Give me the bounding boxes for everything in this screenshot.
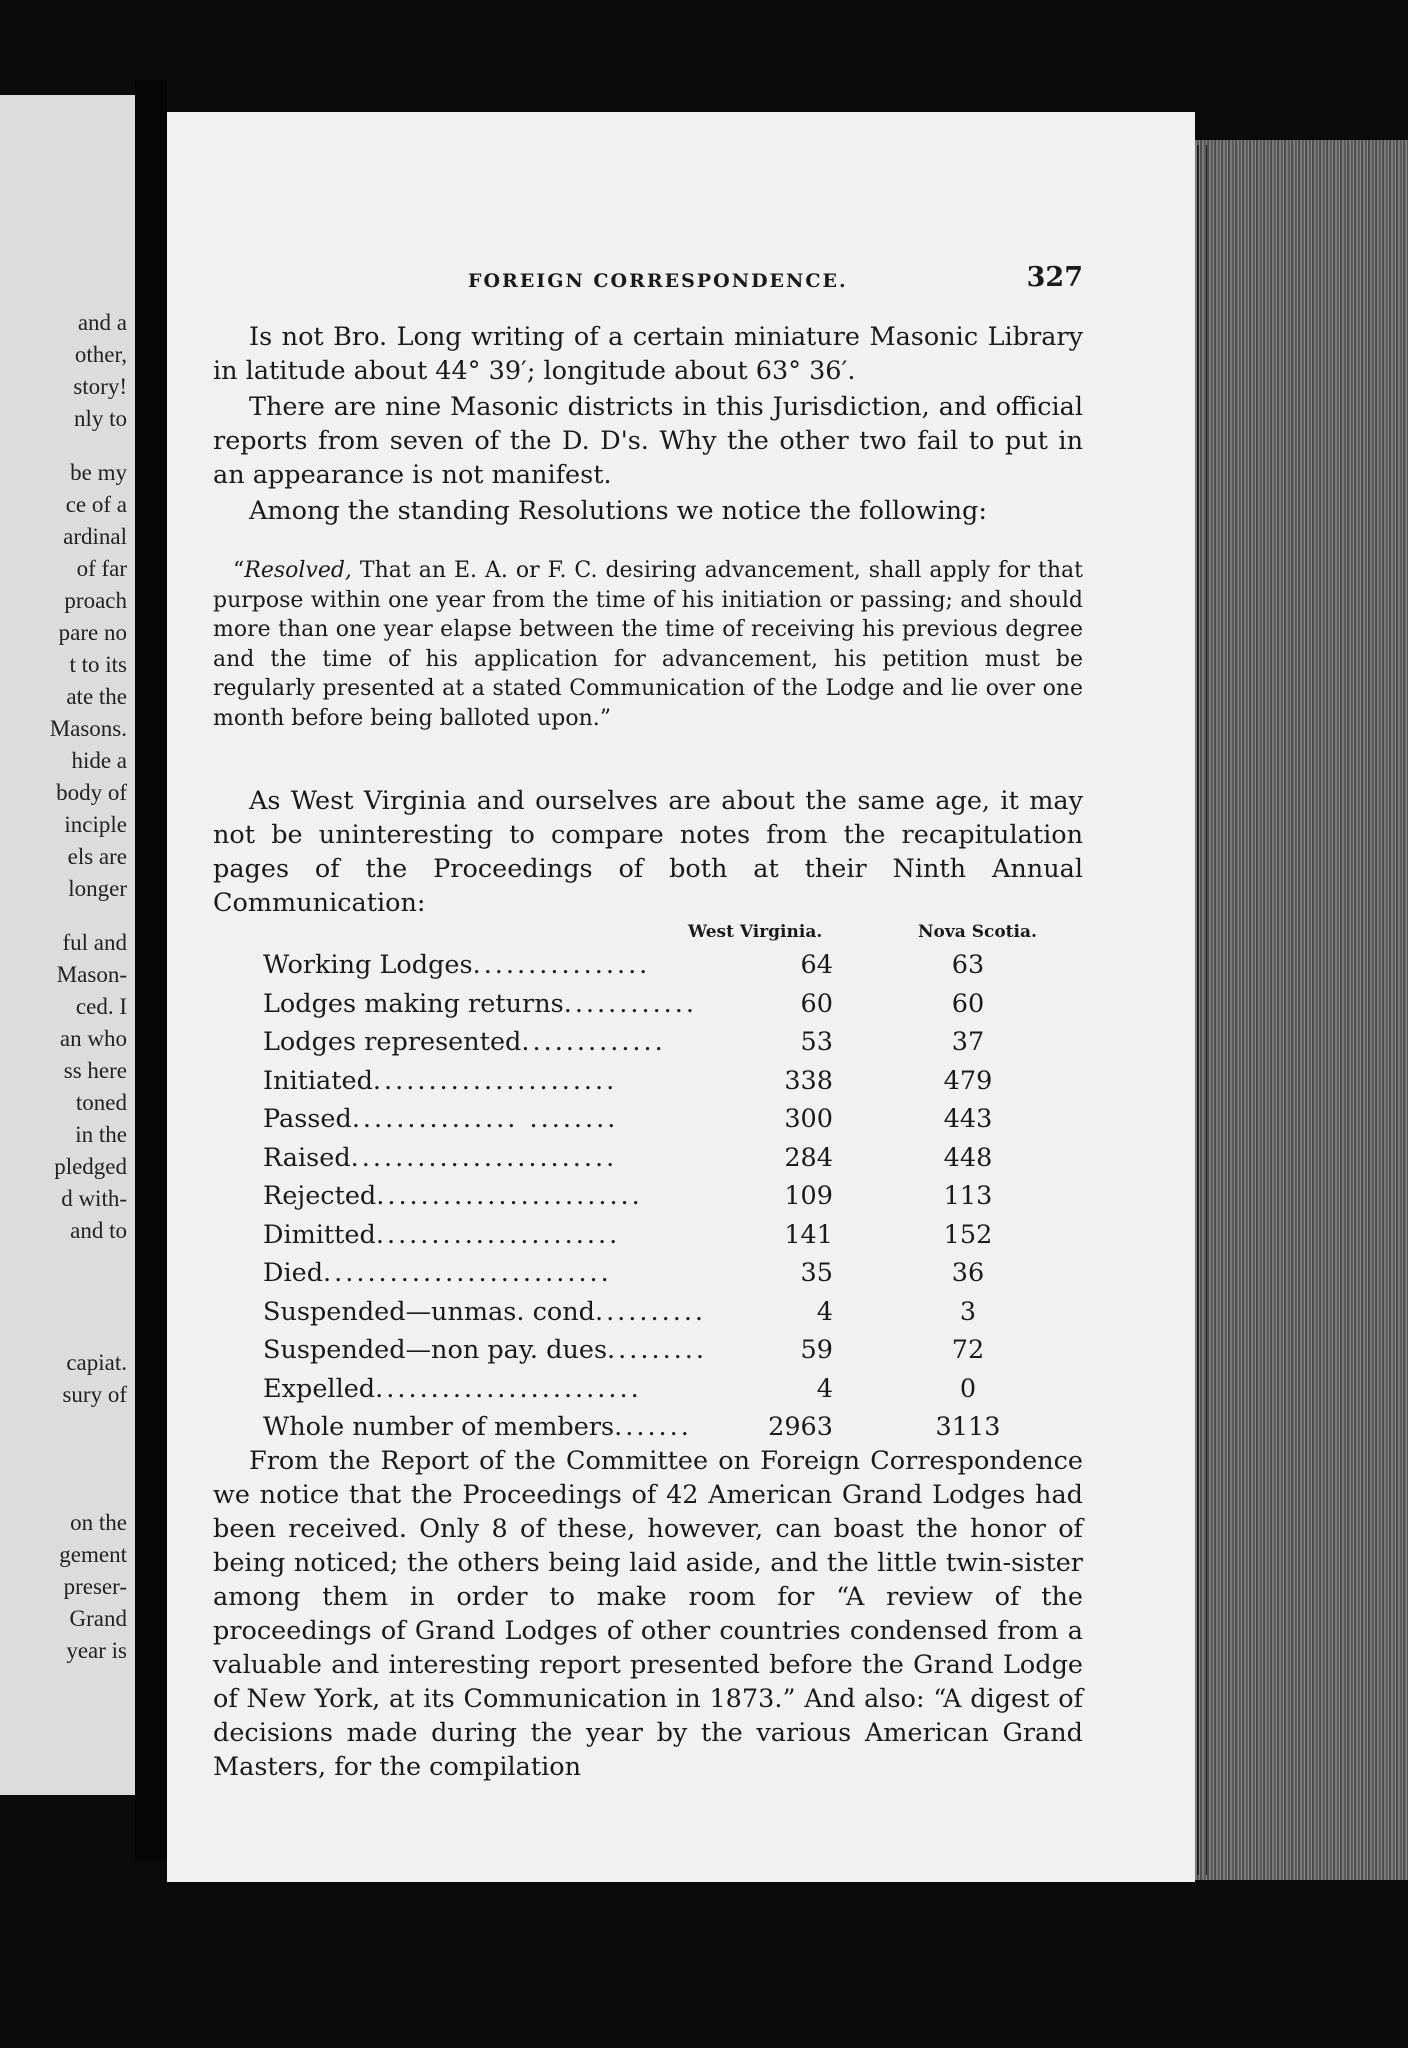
row-label xyxy=(263,1066,813,1096)
row-label xyxy=(263,950,813,980)
west-virginia-value: 141 xyxy=(784,1219,833,1250)
row-label xyxy=(263,1027,813,1057)
row-leader-dots: ........................ xyxy=(376,1181,643,1211)
west-virginia-value: 4 xyxy=(816,1373,833,1404)
left-page-line: ce of a xyxy=(65,492,127,517)
row-label xyxy=(263,1374,813,1404)
left-page-line: ced. I xyxy=(75,994,127,1019)
nova-scotia-value: 36 xyxy=(951,1258,985,1288)
row-label-text: Whole number of members xyxy=(263,1412,615,1442)
row-label-text: Lodges making returns xyxy=(263,988,564,1019)
row-leader-dots: .......... xyxy=(594,1296,707,1327)
left-page-line: Masons. xyxy=(49,716,127,741)
nova-scotia-value: 448 xyxy=(943,1142,993,1173)
nova-scotia-value: 479 xyxy=(943,1065,993,1096)
row-label xyxy=(263,1220,813,1250)
west-virginia-value: 109 xyxy=(784,1181,833,1211)
left-page-line: and to xyxy=(70,1218,127,1243)
table-row xyxy=(263,1181,1043,1219)
row-label-text: Rejected xyxy=(263,1181,377,1211)
row-label xyxy=(263,1258,813,1288)
row-label xyxy=(263,1104,813,1134)
row-leader-dots: ........................ xyxy=(375,1373,642,1404)
left-page-line: Grand xyxy=(69,1606,127,1631)
table-row xyxy=(263,989,1043,1027)
nova-scotia-value: 3 xyxy=(959,1296,977,1327)
table-row xyxy=(263,1335,1043,1373)
row-label-text: Lodges represented xyxy=(263,1027,522,1057)
resolution-quote xyxy=(213,556,1083,733)
left-page-line: in the xyxy=(75,1122,127,1147)
west-virginia-value: 300 xyxy=(784,1104,833,1134)
row-label-text: Working Lodges xyxy=(263,950,473,980)
table-row xyxy=(263,1104,1043,1142)
left-page-line: year is xyxy=(66,1638,127,1663)
left-page-line: nly to xyxy=(73,406,127,431)
left-page-line: d with- xyxy=(61,1186,127,1211)
row-leader-dots: ...................... xyxy=(372,1065,618,1096)
running-head xyxy=(213,262,1083,302)
nova-scotia-value: 3113 xyxy=(935,1412,1001,1442)
left-page-line: ardinal xyxy=(63,524,127,549)
left-page-line: preser- xyxy=(63,1574,127,1599)
row-label xyxy=(263,1143,813,1173)
left-page-line: hide a xyxy=(71,748,127,773)
nova-scotia-value: 72 xyxy=(951,1335,985,1365)
left-page-line: longer xyxy=(68,876,127,901)
row-label-text: Raised xyxy=(263,1142,351,1173)
west-virginia-value: 64 xyxy=(800,950,833,980)
table-row xyxy=(263,1027,1043,1065)
left-page-line: gement xyxy=(59,1542,127,1567)
left-page-line: of far xyxy=(76,556,127,581)
left-page-line: sury of xyxy=(62,1382,127,1407)
table-row xyxy=(263,1297,1043,1335)
column-header-west-virginia: West Virginia. xyxy=(688,922,823,942)
nova-scotia-value: 152 xyxy=(943,1219,993,1250)
nova-scotia-value: 63 xyxy=(951,950,985,980)
west-virginia-value: 35 xyxy=(800,1258,833,1288)
paragraph-committee-report: From the Report of the Committee on Foreign Correspondence we notice that the Proceedings of 42 American Grand Lodges had been received. Only 8 of these, however, can boast the honor of being noticed; the others being laid aside, and the little twin-sister among them in order to make room for “A review of the proceedings of Grand Lodges of other countries condensed from a valuable and interesting report presented before the Grand Lodge of New York, at its Communication in 1873.” And also: “A digest of decisions made during the year by the various American Grand Masters, for the compilation xyxy=(213,1446,1083,1782)
left-page-line: inciple xyxy=(64,812,127,837)
page-number: 327 xyxy=(1026,262,1083,293)
west-virginia-value: 59 xyxy=(800,1335,833,1365)
row-leader-dots: ............... ........ xyxy=(351,1104,619,1134)
row-label xyxy=(263,989,813,1019)
left-page-line: body of xyxy=(56,780,127,805)
left-page-line: capiat. xyxy=(66,1350,127,1375)
west-virginia-value: 4 xyxy=(816,1296,833,1327)
row-label-text: Expelled xyxy=(263,1373,376,1404)
row-label-text: Initiated xyxy=(263,1065,373,1096)
row-leader-dots: ................ xyxy=(472,950,651,980)
page-stack-edge xyxy=(1195,140,1408,1880)
nova-scotia-value: 60 xyxy=(951,988,985,1019)
left-page-line: an who xyxy=(59,1026,127,1051)
row-label xyxy=(263,1412,813,1442)
page-edge-line xyxy=(1206,145,1207,1875)
paragraph-comparison-intro: As West Virginia and ourselves are about the same age, it may not be uninteresting to compare notes from the recapitulation pages of the Proceedings of both at their Ninth Annual Communication: xyxy=(213,786,1083,918)
west-virginia-value: 284 xyxy=(784,1142,833,1173)
west-virginia-value: 53 xyxy=(800,1027,833,1057)
quote-open-mark: “ xyxy=(233,558,245,583)
nova-scotia-value: 0 xyxy=(959,1373,977,1404)
column-header-nova-scotia: Nova Scotia. xyxy=(918,922,1037,942)
running-head-title: FOREIGN CORRESPONDENCE. xyxy=(468,270,848,292)
nova-scotia-value: 37 xyxy=(951,1027,985,1057)
left-page-line: ss here xyxy=(63,1058,127,1083)
left-page-line: Mason- xyxy=(56,962,127,987)
left-page-line: t to its xyxy=(69,652,127,677)
row-label xyxy=(263,1181,813,1211)
row-label xyxy=(263,1297,813,1327)
row-leader-dots: .......................... xyxy=(323,1258,612,1288)
table-row xyxy=(263,1066,1043,1104)
left-page-line: ate the xyxy=(66,684,127,709)
row-label-text: Suspended—unmas. cond xyxy=(263,1296,595,1327)
left-page-line: els are xyxy=(67,844,127,869)
table-row xyxy=(263,1220,1043,1258)
nova-scotia-value: 113 xyxy=(943,1181,993,1211)
quote-resolved: Resolved, xyxy=(244,558,352,583)
paragraph-resolutions-intro: Among the standing Resolutions we notice the following: xyxy=(249,496,987,526)
left-page-line: pledged xyxy=(54,1154,127,1179)
row-label-text: Suspended—non pay. dues xyxy=(263,1335,608,1365)
left-page-line: story! xyxy=(73,374,127,399)
west-virginia-value: 2963 xyxy=(768,1412,833,1442)
row-label-text: Dimitted xyxy=(263,1219,376,1250)
left-page-line: other, xyxy=(74,342,127,367)
left-page-line: toned xyxy=(75,1090,127,1115)
row-leader-dots: ......... xyxy=(607,1335,707,1365)
left-page-line: pare no xyxy=(58,620,127,645)
row-label xyxy=(263,1335,813,1365)
left-page-line: and a xyxy=(77,310,127,335)
paragraph-districts: There are nine Masonic districts in this Jurisdiction, and official reports from seven of the D. D's. Why the other two fail to put in an appearance is not manifest. xyxy=(213,392,1083,490)
row-leader-dots: ............. xyxy=(521,1027,666,1057)
left-facing-page xyxy=(0,95,135,1795)
book-gutter xyxy=(135,80,167,1860)
table-row xyxy=(263,1258,1043,1296)
page-edge-line xyxy=(1197,145,1199,1875)
row-label-text: Died xyxy=(263,1258,324,1288)
west-virginia-value: 338 xyxy=(784,1065,833,1096)
row-leader-dots: ...................... xyxy=(375,1219,621,1250)
row-label-text: Passed xyxy=(263,1104,352,1134)
row-leader-dots: ........................ xyxy=(350,1142,618,1173)
left-page-line: proach xyxy=(64,588,127,613)
left-page-line: ful and xyxy=(62,930,127,955)
row-leader-dots: ....... xyxy=(614,1412,692,1442)
row-leader-dots: ............ xyxy=(563,988,697,1019)
quote-text: That an E. A. or F. C. desiring advancement, shall apply for that purpose within one year from the time of his initiation or passing; and should more than one year elapse between the time of receiving his previous degree and the time of his application for advancement, his petition must be regularly presented at a stated Communication of the Lodge and lie over one month before being balloted upon.” xyxy=(213,558,1083,731)
west-virginia-value: 60 xyxy=(800,988,833,1019)
left-page-line: be my xyxy=(70,460,127,485)
table-row xyxy=(263,1374,1043,1412)
table-row xyxy=(263,1143,1043,1181)
table-row xyxy=(263,950,1043,988)
left-page-line: on the xyxy=(70,1510,127,1535)
paragraph-latitude: Is not Bro. Long writing of a certain miniature Masonic Library in latitude about 44° 39′; longitude about 63° 36′. xyxy=(213,322,1083,386)
nova-scotia-value: 443 xyxy=(943,1104,993,1134)
